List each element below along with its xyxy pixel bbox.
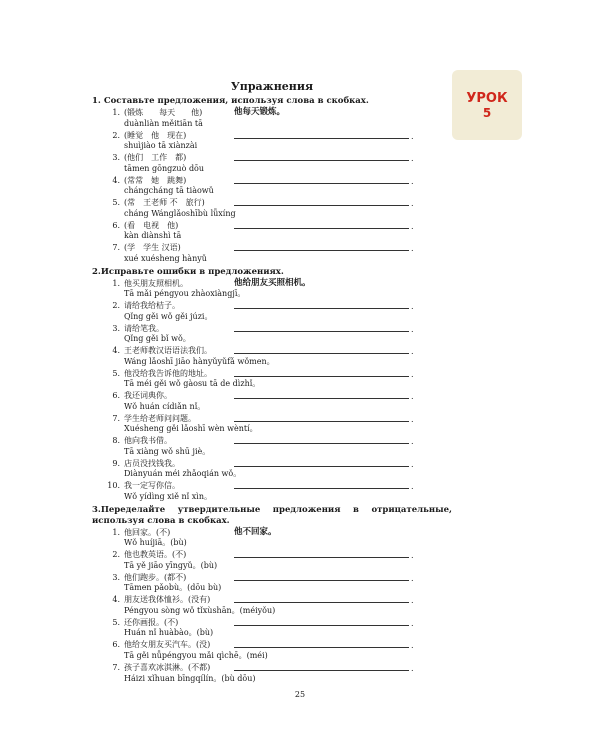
answer-blank-line[interactable] xyxy=(234,250,409,251)
item-hanzi: (学 学生 汉语) xyxy=(124,243,181,252)
item-hanzi: 还你画报。(不) xyxy=(124,617,179,627)
item-hanzi: (看 电视 他) xyxy=(124,220,179,230)
item-number: 5. xyxy=(112,617,120,627)
answer-blank-line[interactable] xyxy=(234,398,409,399)
answer-blank-line[interactable] xyxy=(234,488,409,489)
item-pinyin: kàn diànshì tā xyxy=(124,231,182,240)
period-mark: . xyxy=(411,302,414,311)
item-number: 5. xyxy=(112,198,120,207)
answer-blank-line[interactable] xyxy=(234,353,409,354)
period-mark: . xyxy=(411,324,414,334)
lesson-tab xyxy=(452,70,522,140)
answer-blank-line[interactable] xyxy=(234,228,409,229)
item-number: 3. xyxy=(112,323,120,333)
item-number: 6. xyxy=(112,640,120,650)
item-hanzi: 店员没找钱我。 xyxy=(124,458,180,468)
period-mark: . xyxy=(411,176,414,186)
period-mark: . xyxy=(411,618,414,628)
item-hanzi: 他没给我告诉他的地址。 xyxy=(124,368,212,378)
item-pinyin: Tāmen pǎobù。(dōu bù) xyxy=(124,583,222,593)
item-number: 2. xyxy=(112,130,120,140)
exercise-item xyxy=(92,345,452,368)
item-pinyin: Tā yě jiāo yīngyǔ。(bù) xyxy=(124,560,218,570)
item-hanzi: 王老师教汉语语法我们。 xyxy=(124,346,212,355)
period-mark: . xyxy=(411,131,414,141)
item-pinyin: Háizi xǐhuan bīngqílín。(bù dōu) xyxy=(124,673,256,683)
period-mark: . xyxy=(411,369,414,379)
answer-blank-line[interactable] xyxy=(234,580,409,581)
section-heading-1: 1. Составьте предложения, используя слова в скобках. xyxy=(92,96,369,106)
example-answer: 他给朋友买照相机。 xyxy=(234,277,311,288)
item-number: 3. xyxy=(112,153,120,162)
item-hanzi: 我一定写你信。 xyxy=(124,481,180,490)
item-hanzi: (他们 工作 都) xyxy=(124,153,187,162)
item-hanzi: 孩子喜欢冰淇淋。(不都) xyxy=(124,663,211,673)
period-mark: . xyxy=(411,414,414,424)
exercise-item xyxy=(92,220,452,243)
lesson-tab-number: 5 xyxy=(482,105,492,120)
item-pinyin: Tā méi gěi wǒ gàosu tā de dìzhǐ。 xyxy=(124,379,261,388)
answer-blank-line[interactable] xyxy=(234,466,409,467)
page-title: Упражнения xyxy=(230,80,314,93)
item-pinyin: shuìjiào tā xiànzài xyxy=(124,141,198,150)
exercise-item xyxy=(92,639,452,662)
exercise-item xyxy=(92,527,452,550)
exercise-item xyxy=(92,130,452,153)
example-answer: 他不回家。 xyxy=(234,526,277,537)
section-3-items xyxy=(92,527,452,685)
period-mark: . xyxy=(411,347,414,356)
answer-blank-line[interactable] xyxy=(234,376,409,377)
item-hanzi: 我还词典你。 xyxy=(124,391,172,400)
item-number: 4. xyxy=(112,346,120,355)
page-number: 25 xyxy=(294,690,306,699)
exercise-item xyxy=(92,323,452,346)
exercise-item xyxy=(92,390,452,413)
answer-blank-line[interactable] xyxy=(234,331,409,332)
exercise-item xyxy=(92,435,452,458)
item-number: 9. xyxy=(112,458,120,468)
answer-blank-line[interactable] xyxy=(234,647,409,648)
item-number: 1. xyxy=(112,278,120,288)
exercise-item xyxy=(92,152,452,175)
item-number: 1. xyxy=(112,108,120,117)
exercise-item xyxy=(92,480,452,503)
answer-blank-line[interactable] xyxy=(234,421,409,422)
period-mark: . xyxy=(411,573,414,583)
exercise-item xyxy=(92,107,452,130)
answer-blank-line[interactable] xyxy=(234,557,409,558)
answer-blank-line[interactable] xyxy=(234,443,409,444)
exercise-content xyxy=(92,80,452,685)
item-hanzi: (常常 她 跳舞) xyxy=(124,175,187,185)
item-hanzi: 请给我给桔子。 xyxy=(124,301,180,310)
item-number: 1. xyxy=(112,527,120,537)
period-mark: . xyxy=(411,482,414,491)
item-number: 7. xyxy=(112,413,120,423)
item-number: 3. xyxy=(112,572,120,582)
item-number: 2. xyxy=(112,301,120,310)
item-number: 6. xyxy=(112,220,120,230)
answer-blank-line[interactable] xyxy=(234,183,409,184)
answer-blank-line[interactable] xyxy=(234,205,409,206)
item-hanzi: 他们跑步。(都不) xyxy=(124,572,187,582)
exercise-item xyxy=(92,549,452,572)
item-number: 6. xyxy=(112,391,120,400)
item-hanzi: (睡觉 他 现在) xyxy=(124,130,187,140)
item-pinyin: Tā gěi nǚpéngyou mǎi qìchē。(méi) xyxy=(124,650,268,660)
item-hanzi: 学生给老师问问题。 xyxy=(124,413,196,423)
exercise-item xyxy=(92,175,452,198)
answer-blank-line[interactable] xyxy=(234,160,409,161)
exercise-item xyxy=(92,458,452,481)
item-hanzi: 他向我书借。 xyxy=(124,436,172,445)
section-heading-2: 2.Исправьте ошибки в предложениях. xyxy=(92,266,284,277)
item-hanzi: (锻炼 每天 他) xyxy=(124,108,203,117)
item-number: 2. xyxy=(112,550,120,560)
item-pinyin: cháng Wánglǎoshībù lǚxíng xyxy=(124,208,236,218)
item-pinyin: Wáng lǎoshī jiāo hànyǔyǔfǎ wǒmen。 xyxy=(124,356,275,366)
exercise-item xyxy=(92,572,452,595)
item-number: 4. xyxy=(112,175,120,185)
answer-blank-line[interactable] xyxy=(234,670,409,671)
exercise-item xyxy=(92,197,452,220)
exercise-item xyxy=(92,413,452,436)
item-pinyin: Huán nǐ huàbào。(bù) xyxy=(124,628,214,638)
section-heading-3: 3.Переделайте утвердительные предложения в отрицательные, используя слова в скобках. xyxy=(92,504,452,526)
period-mark: . xyxy=(411,596,414,606)
item-hanzi: (常 王老师 不 旅行) xyxy=(124,198,205,207)
item-number: 4. xyxy=(112,595,120,605)
item-hanzi: 他给女朋友买汽车。(没) xyxy=(124,640,211,650)
example-answer: 他每天锻炼。 xyxy=(234,107,286,117)
item-pinyin: Wǒ yídìng xiě nǐ xìn。 xyxy=(124,491,212,501)
exercise-item xyxy=(92,594,452,617)
item-pinyin: Wǒ huíjiā。(bù) xyxy=(124,538,187,547)
item-number: 5. xyxy=(112,368,120,378)
item-pinyin: Diànyuán méi zhǎoqián wǒ。 xyxy=(124,469,242,478)
lesson-tab-word: УРОК xyxy=(466,90,508,106)
period-mark: . xyxy=(411,437,414,446)
item-pinyin: Qǐng gěi bǐ wǒ。 xyxy=(124,334,191,343)
item-number: 8. xyxy=(112,436,120,445)
item-pinyin: Tā xiàng wǒ shū jiè。 xyxy=(124,446,211,456)
item-number: 10. xyxy=(107,481,120,490)
answer-blank-line[interactable] xyxy=(234,625,409,626)
exercise-item xyxy=(92,242,452,265)
exercise-item xyxy=(92,617,452,640)
period-mark: . xyxy=(411,551,414,561)
answer-blank-line[interactable] xyxy=(234,138,409,139)
period-mark: . xyxy=(411,641,414,651)
item-pinyin: Xuésheng gěi lǎoshī wèn wèntí。 xyxy=(124,424,258,433)
exercise-item xyxy=(92,662,452,685)
item-pinyin: chángcháng tā tiàowǔ xyxy=(124,186,214,195)
period-mark: . xyxy=(411,244,414,253)
item-number: 7. xyxy=(112,243,120,252)
answer-blank-line[interactable] xyxy=(234,602,409,603)
item-pinyin: Qǐng gěi wǒ gěi júzi。 xyxy=(124,311,213,321)
period-mark: . xyxy=(411,199,414,208)
item-pinyin: Tā mǎi péngyou zhàoxiàngjī。 xyxy=(124,289,246,298)
exercise-item xyxy=(92,368,452,391)
item-hanzi: 请给笔我。 xyxy=(124,323,164,333)
item-pinyin: tāmen gōngzuò dōu xyxy=(124,163,205,173)
period-mark: . xyxy=(411,459,414,469)
item-hanzi: 朋友送我体恤衫。(没有) xyxy=(124,595,211,605)
period-mark: . xyxy=(411,392,414,401)
answer-blank-line[interactable] xyxy=(234,308,409,309)
item-hanzi: 他买朋友照相机。 xyxy=(124,278,188,288)
item-pinyin: Péngyou sòng wǒ tǐxùshān。(méiyǒu) xyxy=(124,605,276,615)
exercise-item xyxy=(92,278,452,301)
period-mark: . xyxy=(411,664,414,674)
item-pinyin: Wǒ huán cídiǎn nǐ。 xyxy=(124,401,206,411)
period-mark: . xyxy=(411,154,414,163)
item-pinyin: xué xuésheng hànyǔ xyxy=(124,253,207,263)
item-hanzi: 他回家。(不) xyxy=(124,527,171,537)
item-hanzi: 他也教英语。(不) xyxy=(124,550,187,560)
item-number: 7. xyxy=(112,663,120,673)
period-mark: . xyxy=(411,221,414,231)
exercise-item xyxy=(92,300,452,323)
item-pinyin: duànliàn měitiān tā xyxy=(124,118,203,128)
